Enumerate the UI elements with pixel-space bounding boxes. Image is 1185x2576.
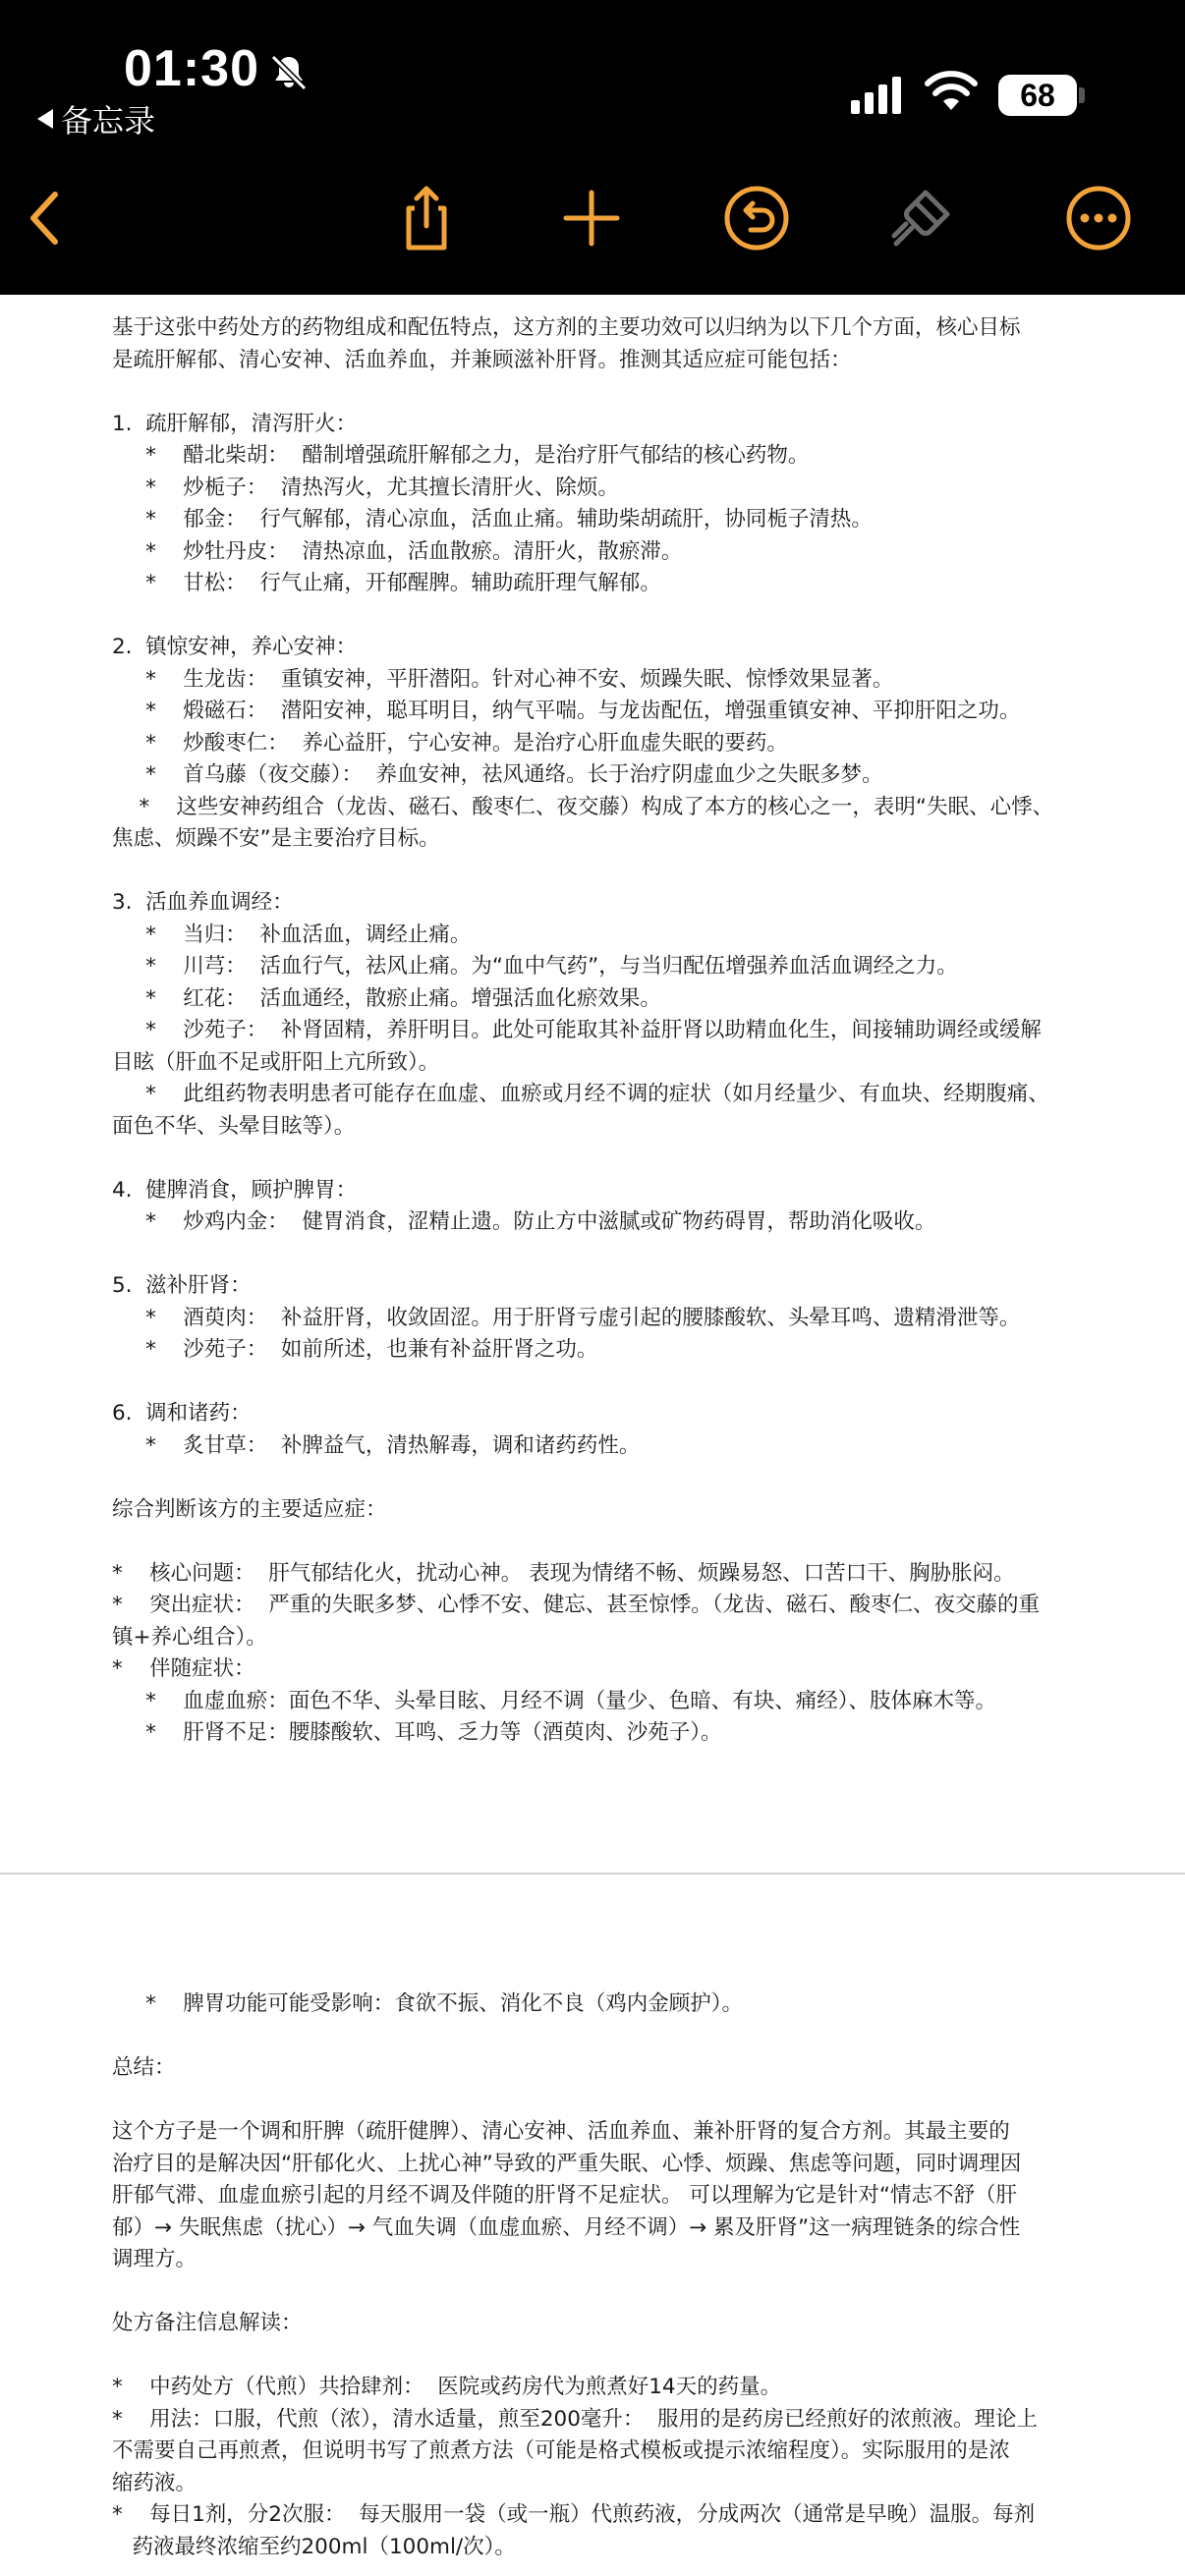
note-text-line: * 沙苑子： 如前所述，也兼有补益肝肾之功。 <box>112 1337 598 1362</box>
note-text-line: * 血虚血瘀：面色不华、头晕目眩、月经不调（量少、色暗、有块、痛经）、肢体麻木等。 <box>112 1688 997 1713</box>
cellular-signal-icon <box>849 73 908 120</box>
note-text-line: 1. 疏肝解郁，清泻肝火： <box>112 411 358 436</box>
battery-cap <box>1079 87 1085 103</box>
note-text-line: 调理方。 <box>112 2247 198 2271</box>
note-page-2 <box>112 1988 1075 2563</box>
note-text-line: * 生龙齿： 重镇安神，平肝潜阳。针对心神不安、烦躁失眠、惊悸效果显著。 <box>112 666 894 692</box>
note-text-line: 这个方子是一个调和肝脾（疏肝健脾）、清心安神、活血养血、兼补肝肾的复合方剂。其最主要的 <box>112 2119 1010 2144</box>
note-text-line: 处方备注信息解读： <box>112 2311 303 2335</box>
note-text-line: 3. 活血养血调经： <box>112 890 294 915</box>
plus-icon[interactable] <box>556 183 627 253</box>
note-text-line: * 炒鸡内金： 健胃消食，涩精止遗。防止方中滋腻或矿物药碍胃，帮助消化吸收。 <box>112 1209 936 1234</box>
note-text-line: * 炙甘草： 补脾益气，清热解毒，调和诸药药性。 <box>112 1432 641 1458</box>
note-text-line: 2. 镇惊安神，养心安神： <box>112 635 358 659</box>
note-text-line: * 炒酸枣仁： 养心益肝，宁心安神。是治疗心肝血虚失眠的要药。 <box>112 730 788 756</box>
note-text-line <box>112 2340 1075 2373</box>
back-triangle-icon <box>37 109 53 129</box>
note-text-line <box>112 1526 1075 1558</box>
note-text-line: 郁）→ 失眠焦虑（扰心）→ 气血失调（血虚血瘀、月经不调）→ 累及肝肾”这一病理链条的综合性 <box>112 2214 1021 2240</box>
note-text-line <box>112 1143 1075 1175</box>
note-text-line: 缩药液。 <box>112 2470 198 2495</box>
battery-indicator: 68 <box>998 75 1077 116</box>
note-text-line: * 红花： 活血通经，散瘀止痛。增强活血化瘀效果。 <box>112 985 661 1011</box>
note-text-line: * 肝肾不足：腰膝酸软、耳鸣、乏力等（酒萸肉、沙苑子）。 <box>112 1720 722 1745</box>
note-text-line <box>112 2021 1075 2053</box>
note-text-line: 药液最终浓缩至约200ml（100ml/次）。 <box>112 2534 516 2559</box>
note-text-line: 4. 健脾消食，顾护脾胃： <box>112 1177 358 1203</box>
share-icon[interactable] <box>391 183 462 253</box>
status-time: 01:30 <box>124 40 259 97</box>
note-text-line <box>112 2276 1075 2309</box>
note-text-line <box>112 1462 1075 1494</box>
note-text-line: * 此组药物表明患者可能存在血虚、血瘀或月经不调的症状（如月经量少、有血块、经期腹痛、 <box>112 1082 1049 1106</box>
note-text-line: 目眩（肝血不足或肝阳上亢所致）。 <box>112 1049 440 1075</box>
note-text-line: 不需要自己再煎煮，但说明书写了煎煮方法（可能是格式模板或提示浓缩程度）。实际服用的是浓 <box>112 2438 1010 2463</box>
page-divider <box>0 1873 1185 1875</box>
note-text-line: * 川芎： 活血行气，祛风止痛。为“血中气药”，与当归配伍增强养血活血调经之力。 <box>112 954 958 979</box>
note-text-line: * 中药处方（代煎）共拾肆剂： 医院或药房代为煎煮好14天的药量。 <box>112 2375 782 2399</box>
note-text-line <box>112 376 1075 409</box>
note-text-line: 肝郁气滞、血虚血瘀引起的月经不调及伴随的肝肾不足症状。 可以理解为它是针对“情志不舒（肝 <box>112 2183 1017 2208</box>
note-text-line: * 煅磁石： 潜阳安神，聪耳明目，纳气平喘。与龙齿配伍，增强重镇安神、平抑肝阳之功。 <box>112 699 1021 723</box>
note-text-line <box>112 1239 1075 1271</box>
note-text-line <box>112 1367 1075 1399</box>
note-page-1 <box>112 312 1075 1750</box>
note-text-line: * 当归： 补血活血，调经止痛。 <box>112 922 472 947</box>
note-text-line <box>112 856 1075 888</box>
note-text-line: 面色不华、头晕目眩等）。 <box>112 1113 356 1139</box>
note-text-line: 5. 滋补肝肾： <box>112 1273 252 1298</box>
note-text-line: * 这些安神药组合（龙齿、磁石、酸枣仁、夜交藤）构成了本方的核心之一，表明“失眠、心悸、 <box>112 794 1054 819</box>
note-text-line: * 炒栀子： 清热泻火，尤其擅长清肝火、除烦。 <box>112 475 619 500</box>
note-text-line: 是疏肝解郁、清心安神、活血养血，并兼顾滋补肝肾。推测其适应症可能包括： <box>112 347 852 372</box>
back-to-app-link[interactable] <box>37 96 155 141</box>
note-text-line: * 醋北柴胡： 醋制增强疏肝解郁之力，是治疗肝气郁结的核心药物。 <box>112 443 810 468</box>
note-text-line: 焦虑、烦躁不安”是主要治疗目标。 <box>112 826 440 851</box>
note-text-line: 治疗目的是解决因“肝郁化火、上扰心神”导致的严重失眠、心悸、烦躁、焦虑等问题，同时调理因 <box>112 2151 1022 2176</box>
note-text-line: * 伴随症状： <box>112 1656 255 1681</box>
note-text-line: * 脾胃功能可能受影响：食欲不振、消化不良（鸡内金顾护）。 <box>112 1991 744 2016</box>
note-text-line: * 郁金： 行气解郁，清心凉血，活血止痛。辅助柴胡疏肝，协同栀子清热。 <box>112 507 873 532</box>
note-text-line: * 酒萸肉： 补益肝肾，收敛固涩。用于肝肾亏虚引起的腰膝酸软、头晕耳鸣、遗精滑泄等。 <box>112 1305 1021 1330</box>
note-text-line: * 甘松： 行气止痛，开郁醒脾。辅助疏肝理气解郁。 <box>112 571 661 595</box>
note-text-line: 总结： <box>112 2055 176 2080</box>
brush-icon <box>886 183 957 253</box>
note-text-line: * 沙苑子： 补肾固精，养肝明目。此处可能取其补益肝肾以助精血化生，间接辅助调经或缓解 <box>112 1018 1042 1042</box>
note-text-line: * 突出症状： 严重的失眠多梦、心悸不安、健忘、甚至惊悸。（龙齿、磁石、酸枣仁、夜交藤的重 <box>112 1593 1041 1617</box>
note-text-line: 镇+养心组合）。 <box>112 1624 267 1650</box>
note-text-line: 综合判断该方的主要适应症： <box>112 1496 387 1522</box>
note-text-line <box>112 2085 1075 2117</box>
undo-icon[interactable] <box>721 183 792 253</box>
wifi-icon <box>924 69 979 116</box>
bell-slash-icon <box>267 51 310 94</box>
note-text-line: 6. 调和诸药： <box>112 1401 252 1426</box>
back-app-label: 备忘录 <box>61 102 156 140</box>
note-text-line: 基于这张中药处方的药物组成和配伍特点，这方剂的主要功效可以归纳为以下几个方面，核心目标 <box>112 315 1021 340</box>
note-text-line: * 每日1剂，分2次服： 每天服用一袋（或一瓶）代煎药液，分成两次（通常是早晚）温服。每剂 <box>112 2502 1036 2527</box>
note-text-line: * 炒牡丹皮： 清热凉血，活血散瘀。清肝火，散瘀滞。 <box>112 538 683 564</box>
top-bar <box>0 0 1185 295</box>
note-text-line: * 首乌藤（夜交藤）： 养血安神，祛风通络。长于治疗阴虚血少之失眠多梦。 <box>112 762 883 787</box>
note-text-line: * 核心问题： 肝气郁结化火，扰动心神。 表现为情绪不畅、烦躁易怒、口苦口干、胸胁胀闷。 <box>112 1560 1015 1586</box>
note-text-line: * 用法：口服，代煎（浓），清水适量，煎至200毫升： 服用的是药房已经煎好的浓煎液。理论上 <box>112 2406 1039 2432</box>
more-icon[interactable] <box>1063 183 1134 253</box>
note-text-line <box>112 600 1075 633</box>
chevron-left-icon[interactable] <box>10 183 81 253</box>
